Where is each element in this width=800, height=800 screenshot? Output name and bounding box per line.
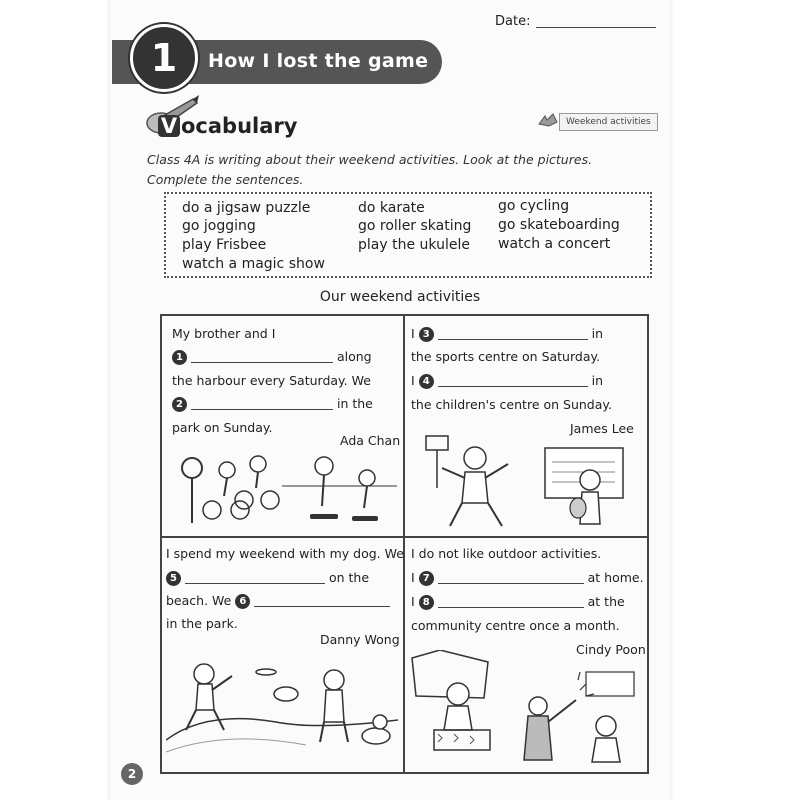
- james-pre-4: I: [411, 373, 415, 388]
- question-number: 4: [419, 374, 434, 389]
- danny-line-1: I spend my weekend with my dog. We: [166, 546, 404, 561]
- word-bank-item: do a jigsaw puzzle: [182, 200, 311, 216]
- unit-number-badge: 1: [130, 24, 198, 92]
- vocabulary-initial: V: [158, 115, 180, 137]
- question-number: 6: [235, 594, 250, 609]
- word-bank-item: play Frisbee: [182, 237, 267, 253]
- james-pre-3: I: [411, 326, 415, 341]
- answer-blank-8[interactable]: [438, 597, 584, 608]
- james-line-2: the sports centre on Saturday.: [411, 349, 601, 364]
- danny-pre-6: beach. We: [166, 593, 232, 608]
- james-after-4: in: [591, 373, 604, 388]
- jigsaw-magic-show-illustration: [410, 650, 642, 765]
- question-number: 8: [419, 595, 434, 610]
- karate-ukulele-illustration: [420, 428, 635, 532]
- ada-line-1: My brother and I: [172, 326, 276, 341]
- word-bank: [164, 192, 652, 278]
- cindy-line-3: [411, 594, 625, 610]
- james-line-1: [411, 326, 603, 342]
- cindy-line-2: [411, 570, 644, 586]
- answer-blank-6[interactable]: [254, 596, 390, 607]
- ada-line-2: [172, 349, 372, 365]
- unit-title: How I lost the game: [208, 50, 429, 72]
- word-bank-item: do karate: [358, 200, 425, 216]
- danny-name: Danny Wong: [320, 632, 400, 647]
- date-blank[interactable]: [536, 15, 656, 28]
- ada-line-5: park on Sunday.: [172, 420, 273, 435]
- danny-after-5: on the: [328, 570, 370, 585]
- answer-blank-1[interactable]: [191, 352, 333, 363]
- word-bank-item: go jogging: [182, 218, 256, 234]
- instruction-text: Class 4A is writing about their weekend activities. Look at the pictures. Complete the sentences.: [147, 152, 593, 187]
- frisbee-dog-illustration: [166, 650, 398, 765]
- cindy-line-1: I do not like outdoor activities.: [411, 546, 602, 561]
- ada-line-3: the harbour every Saturday. We: [172, 373, 371, 388]
- question-number: 1: [172, 350, 187, 365]
- cindy-line-4: community centre once a month.: [411, 618, 620, 633]
- ada-name: Ada Chan: [340, 433, 401, 448]
- answer-blank-4[interactable]: [438, 376, 588, 387]
- danny-line-2: [166, 570, 369, 586]
- section-title: Our weekend activities: [319, 289, 481, 305]
- word-bank-item: watch a magic show: [182, 256, 325, 272]
- james-name: James Lee: [570, 421, 634, 436]
- question-number: 5: [166, 571, 181, 586]
- topic-tag-label: Weekend activities: [559, 113, 658, 131]
- date-label: Date:: [495, 14, 531, 29]
- james-line-4: the children's centre on Sunday.: [411, 397, 612, 412]
- word-bank-item: watch a concert: [498, 236, 611, 252]
- answer-blank-5[interactable]: [185, 573, 325, 584]
- cindy-pre-8: I: [411, 594, 415, 609]
- question-number: 2: [172, 397, 187, 412]
- answer-blank-2[interactable]: [191, 399, 333, 410]
- danny-line-4: in the park.: [166, 616, 238, 631]
- date-field: [495, 14, 656, 29]
- james-line-3: [411, 373, 603, 389]
- question-number: 7: [419, 571, 434, 586]
- topic-tag: [537, 109, 658, 131]
- word-bank-item: go roller skating: [358, 218, 472, 234]
- cindy-pre-7: I: [411, 570, 415, 585]
- word-bank-item: go skateboarding: [498, 217, 620, 233]
- ada-after-1: along: [336, 349, 372, 364]
- page-number: 2: [121, 763, 143, 785]
- ada-after-2: in the: [336, 396, 373, 411]
- vocabulary-heading: [158, 114, 297, 138]
- ada-line-4: [172, 396, 373, 412]
- grid-divider-horizontal: [160, 536, 647, 538]
- answer-blank-3[interactable]: [438, 329, 588, 340]
- cindy-after-8: at the: [587, 594, 625, 609]
- james-after-3: in: [591, 326, 604, 341]
- cycling-skating-illustration: [172, 448, 397, 530]
- cindy-after-7: at home.: [587, 570, 644, 585]
- answer-blank-7[interactable]: [438, 573, 584, 584]
- vocabulary-rest: ocabulary: [181, 114, 298, 138]
- word-bank-item: go cycling: [498, 198, 570, 214]
- grid-divider-vertical: [403, 314, 405, 772]
- cindy-name: Cindy Poon: [576, 642, 646, 657]
- danny-line-3: [166, 593, 390, 609]
- question-number: 3: [419, 327, 434, 342]
- fox-icon: [537, 110, 559, 130]
- word-bank-item: play the ukulele: [358, 237, 470, 253]
